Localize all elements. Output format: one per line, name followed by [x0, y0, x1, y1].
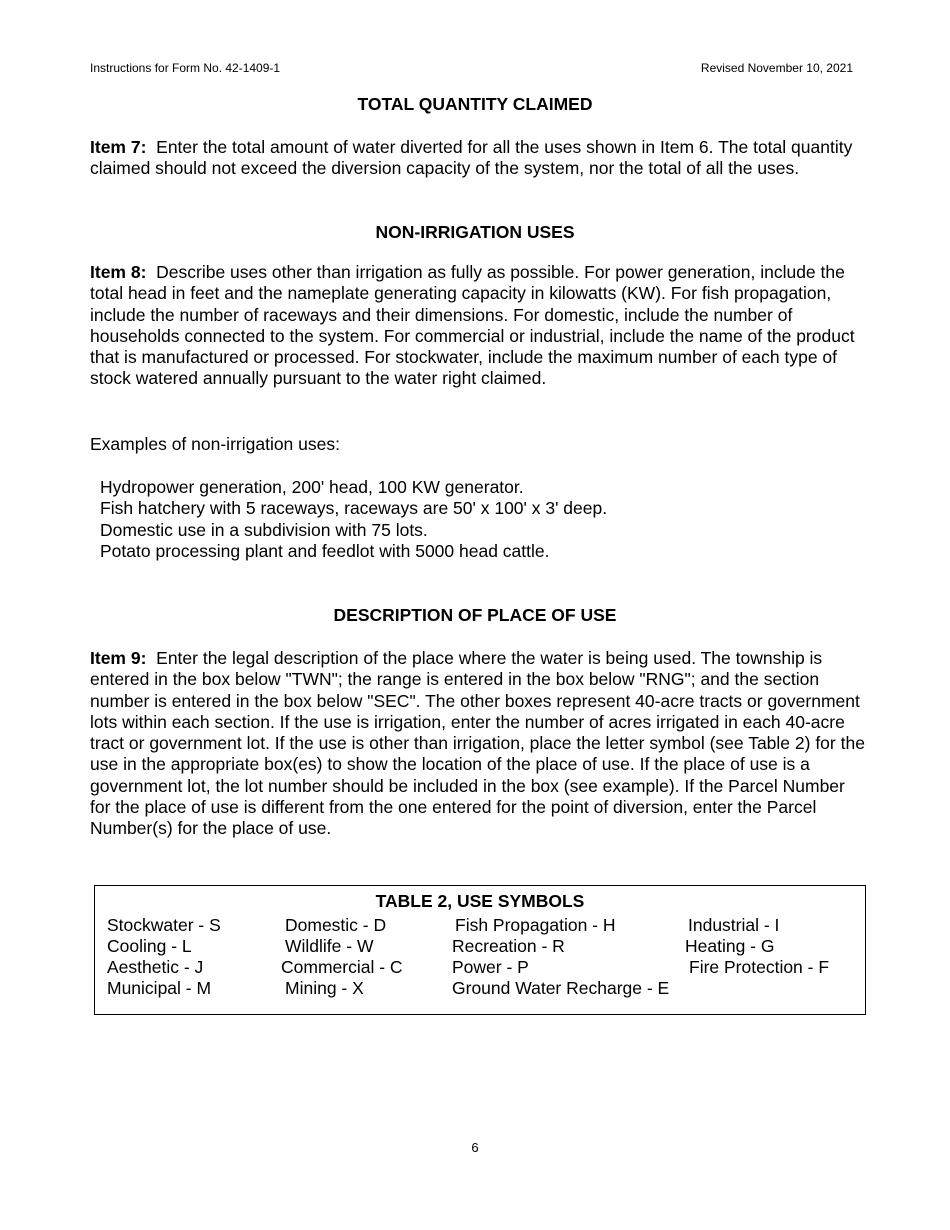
form-number-header: Instructions for Form No. 42-1409-1 [90, 61, 281, 75]
symbol-commercial: Commercial - C [281, 957, 403, 977]
symbol-power: Power - P [452, 957, 529, 977]
item-7-label: Item 7: [90, 137, 147, 157]
example-item: Hydropower generation, 200' head, 100 KW generator. [100, 477, 524, 497]
item-9-paragraph [90, 648, 865, 840]
symbol-industrial: Industrial - I [688, 915, 780, 935]
page-number: 6 [471, 1140, 479, 1155]
example-item: Potato processing plant and feedlot with 5000 head cattle. [100, 540, 550, 561]
symbol-ground-water-recharge: Ground Water Recharge - E [452, 978, 670, 998]
item-8-text: Describe uses other than irrigation as fully as possible. For power generation, include the total head in feet and the nameplate generating capacity in kilowatts (KW). For fish propagation, include the number of raceways and their dimensions. For domestic, include the number of households connected to the system. For commercial or industrial, include the name of the product that is manufactured or processed. For stockwater, include the maximum number of each type of stock watered annually pursuant to the water right claimed. [90, 262, 855, 389]
symbol-stockwater: Stockwater - S [107, 915, 221, 935]
symbol-cooling: Cooling - L [107, 936, 192, 956]
examples-intro: Examples of non-irrigation uses: [90, 434, 340, 454]
examples-list [100, 477, 607, 562]
item-7-paragraph [90, 137, 865, 180]
item-8-label: Item 8: [90, 262, 147, 282]
table-title: TABLE 2, USE SYMBOLS [375, 891, 585, 911]
place-of-use-heading: DESCRIPTION OF PLACE OF USE [333, 605, 617, 625]
symbol-municipal: Municipal - M [107, 978, 212, 998]
item-9-label: Item 9: [90, 648, 147, 668]
symbol-wildlife: Wildlife - W [285, 936, 374, 956]
symbol-heating: Heating - G [685, 936, 775, 956]
item-8-paragraph [90, 262, 865, 390]
total-quantity-heading: TOTAL QUANTITY CLAIMED [357, 94, 593, 114]
symbol-domestic: Domestic - D [285, 915, 387, 935]
symbol-fire-protection: Fire Protection - F [689, 957, 830, 977]
symbol-aesthetic: Aesthetic - J [107, 957, 204, 977]
example-item: Fish hatchery with 5 raceways, raceways are 50' x 100' x 3' deep. [100, 498, 608, 519]
use-symbols-table [94, 885, 866, 1015]
revision-date-header: Revised November 10, 2021 [700, 61, 853, 75]
example-item: Domestic use in a subdivision with 75 lots. [100, 519, 428, 540]
symbol-mining: Mining - X [285, 978, 364, 998]
symbol-recreation: Recreation - R [452, 936, 565, 956]
item-9-text: Enter the legal description of the place where the water is being used. The township is entered in the box below "TWN"; the range is entered in the box below "RNG"; and the section number is entered in the box below "SEC". The other boxes represent 40-acre tracts or government lots within each section. If the use is irrigation, enter the number of acres irrigated in each 40-acre tract or government lot. If the use is other than irrigation, place the letter symbol (see Table 2) for the use in the appropriate box(es) to show the location of the place of use. If the place of use is a government lot, the lot number should be included in the box (see example). If the Parcel Number for the place of use is different from the one entered for the point of diversion, enter the Parcel Number(s) for the place of use. [90, 648, 865, 839]
symbol-fish-propagation: Fish Propagation - H [455, 915, 616, 935]
non-irrigation-heading: NON-IRRIGATION USES [375, 222, 575, 242]
item-7-text: Enter the total amount of water diverted for all the uses shown in Item 6. The total quantity claimed should not exceed the diversion capacity of the system, nor the total of all the uses. [90, 137, 853, 179]
